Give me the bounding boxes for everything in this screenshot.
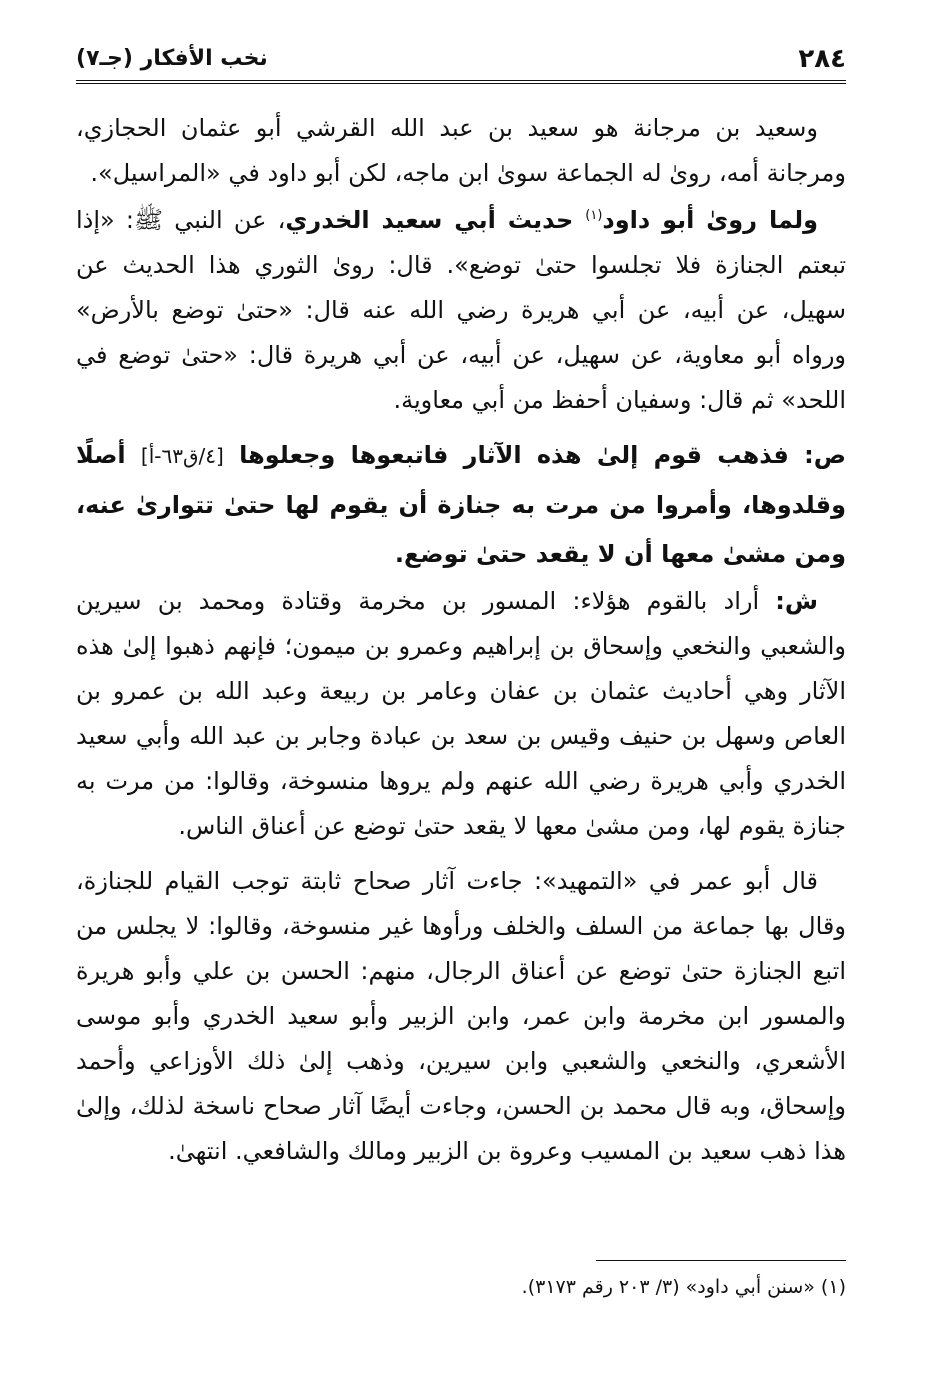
paragraph-lead: ولما روىٰ أبو داود xyxy=(602,206,819,234)
matn-text-part1: ص: فذهب قوم إلىٰ هذه الآثار فاتبعوها وجعلوها xyxy=(223,441,847,469)
paragraph-abu-dawud xyxy=(76,198,846,423)
book-title: نخب الأفكار (جـ٧) xyxy=(76,46,268,71)
page-number: ٢٨٤ xyxy=(798,44,846,74)
main-text xyxy=(76,106,846,1174)
paragraph-tamhid-quote: قال أبو عمر في «التمهيد»: جاءت آثار صحاح ثابتة توجب القيام للجنازة، وقال بها جماعة من السلف والخلف ورأوها غير منسوخة، وقالوا: لا يجلس من اتبع الجنازة حتىٰ توضع عن أعناق الرجال، منهم: الحسن بن علي وأبو هريرة والمسور ابن مخرمة وابن عمر، وابن الزبير وأبو سعيد الخدري وأبو موسى الأشعري، والنخعي والشعبي وابن سيرين، وذهب إلىٰ ذلك الأوزاعي وأحمد وإسحاق، وبه قال محمد بن الحسن، وجاءت أيضًا آثار صحاح ناسخة لذلك، وإلىٰ هذا ذهب سعيد بن المسيب وعروة بن الزبير ومالك والشافعي. انتهىٰ. xyxy=(76,867,846,1165)
paragraph-sharh xyxy=(76,579,846,849)
footnote-divider xyxy=(596,1260,846,1261)
manuscript-reference: [٤/ق٦٣-أ] xyxy=(140,444,224,468)
footnote-reference[interactable]: (١) xyxy=(585,208,603,223)
sharh-text: أراد بالقوم هؤلاء: المسور بن مخرمة وقتادة ومحمد بن سيرين والشعبي والنخعي وإسحاق بن إبراهيم وعمرو بن ميمون؛ فإنهم ذهبوا إلىٰ هذه الآثار وهي أحاديث عثمان بن عفان وعامر بن ربيعة وعبد الله بن عمرو بن العاص وسهل بن حنيف وقيس بن سعد بن عبادة وجابر بن عبد الله وأبي سعيد الخدري وأبي هريرة رضي الله عنهم ولم يروها منسوخة، وقالوا: من مرت به جنازة يقوم لها، ومن مشىٰ معها لا يقعد حتىٰ توضع عن أعناق الناس. xyxy=(76,587,846,840)
hadith-title: حديث أبي سعيد الخدري xyxy=(285,206,586,234)
footnote: (١) «سنن أبي داود» (٣/ ٢٠٣ رقم ٣١٧٣). xyxy=(521,1276,846,1298)
paragraph-text: ، عن النبي ﷺ: «إذا تبعتم الجنازة فلا تجلسوا حتىٰ توضع». قال: روىٰ الثوري هذا الحديث عن سهيل، عن أبيه، عن أبي هريرة رضي الله عنه قال: «حتىٰ توضع بالأرض» ورواه أبو معاوية، عن سهيل، عن أبيه، عن أبي هريرة قال: «حتىٰ توضع في اللحد» ثم قال: وسفيان أحفظ من أبي معاوية. xyxy=(76,206,846,414)
paragraph-matn xyxy=(76,431,846,579)
running-header xyxy=(76,40,846,84)
sharh-label: ش: xyxy=(775,587,818,615)
paragraph-narrator-note: وسعيد بن مرجانة هو سعيد بن عبد الله القرشي أبو عثمان الحجازي، ومرجانة أمه، روىٰ له الجماعة سوىٰ ابن ماجه، لكن أبو داود في «المراسيل». xyxy=(76,114,846,187)
book-page xyxy=(76,40,846,1340)
matn-text-part2: أصلًا وقلدوها، وأمروا من مرت به جنازة أن يقوم لها حتىٰ تتوارىٰ عنه، ومن مشىٰ معها أن لا يقعد حتىٰ توضع. xyxy=(76,441,846,568)
